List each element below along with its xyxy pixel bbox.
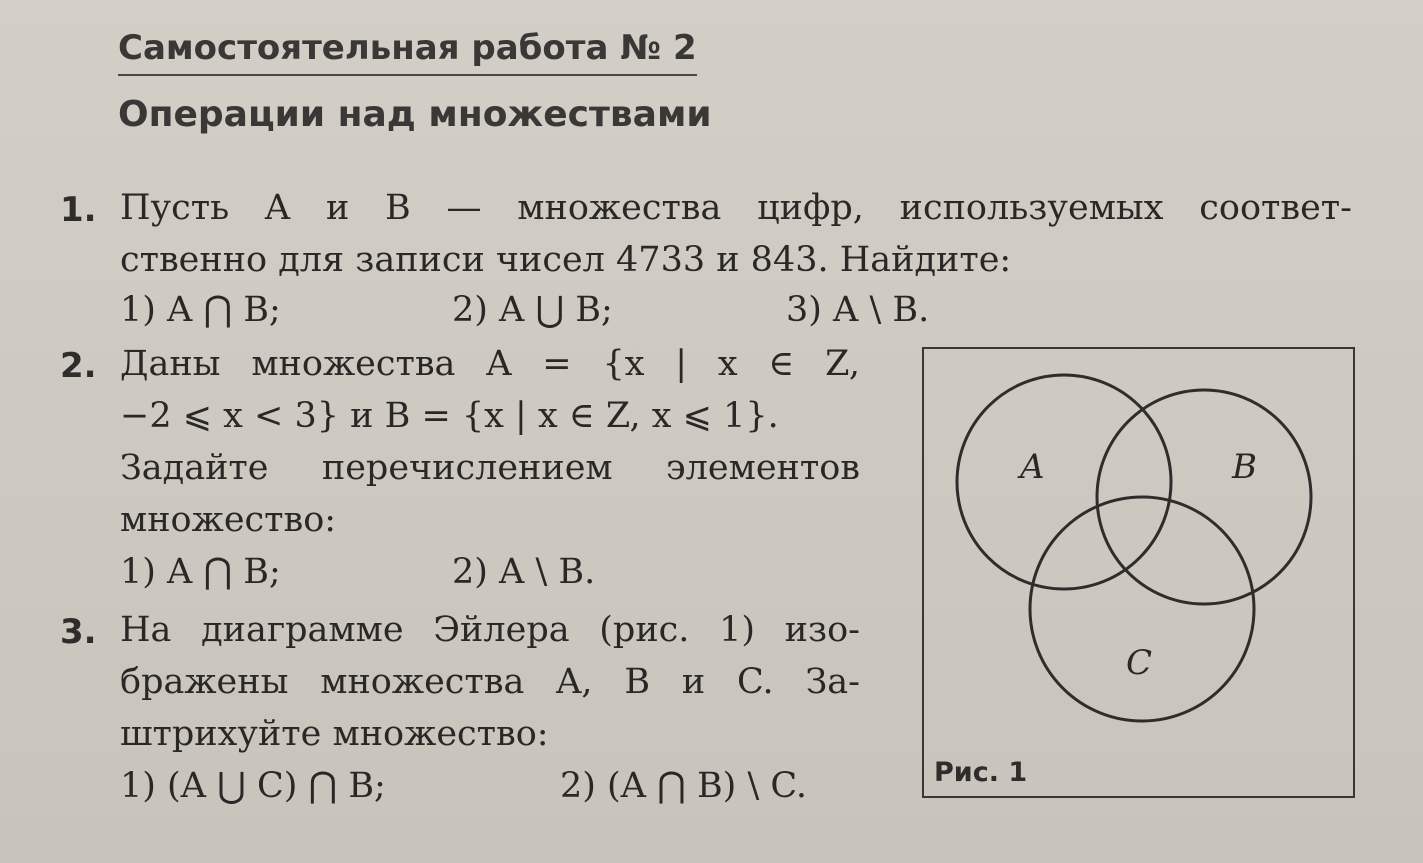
task-3-line-2: бражены множества A, B и C. За- — [120, 662, 860, 702]
set-c-label: C — [1126, 643, 1153, 683]
task-1-line-2: ственно для записи чисел 4733 и 843. Найдите: — [120, 240, 1012, 280]
set-c-circle — [1030, 497, 1254, 721]
task-3-option-2: 2) (A ⋂ B) \ C. — [560, 766, 808, 806]
task-1-option-2: 2) A ⋃ B; — [452, 290, 613, 330]
task-3-option-1: 1) (A ⋃ C) ⋂ B; — [120, 766, 386, 806]
task-2-line-4: множество: — [120, 500, 337, 540]
euler-diagram-figure — [922, 347, 1355, 798]
set-b-label: B — [1232, 447, 1257, 487]
page-subtitle: Операции над множествами — [118, 94, 712, 135]
task-1-line-1: Пусть A и B — множества цифр, используемых соответ- — [120, 188, 1352, 228]
task-2-line-3: Задайте перечислением элементов — [120, 448, 860, 488]
set-a-label: A — [1020, 447, 1045, 487]
task-2-line-1: Даны множества A = {x | x ∈ Z, — [120, 344, 860, 384]
task-3-line-3: штрихуйте множество: — [120, 714, 549, 754]
task-1-option-3: 3) A \ B. — [786, 290, 930, 330]
task-1-number: 1. — [60, 190, 97, 230]
page-title: Самостоятельная работа № 2 — [118, 28, 697, 76]
task-3-number: 3. — [60, 612, 97, 652]
task-2-number: 2. — [60, 346, 97, 386]
task-2-line-2: −2 ⩽ x < 3} и B = {x | x ∈ Z, x ⩽ 1}. — [120, 396, 779, 436]
task-3-line-1: На диаграмме Эйлера (рис. 1) изо- — [120, 610, 860, 650]
set-a-circle — [957, 375, 1171, 589]
task-1-option-1: 1) A ⋂ B; — [120, 290, 281, 330]
figure-caption: Рис. 1 — [934, 757, 1028, 788]
task-2-option-1: 1) A ⋂ B; — [120, 552, 281, 592]
task-2-option-2: 2) A \ B. — [452, 552, 596, 592]
euler-diagram — [924, 349, 1353, 796]
